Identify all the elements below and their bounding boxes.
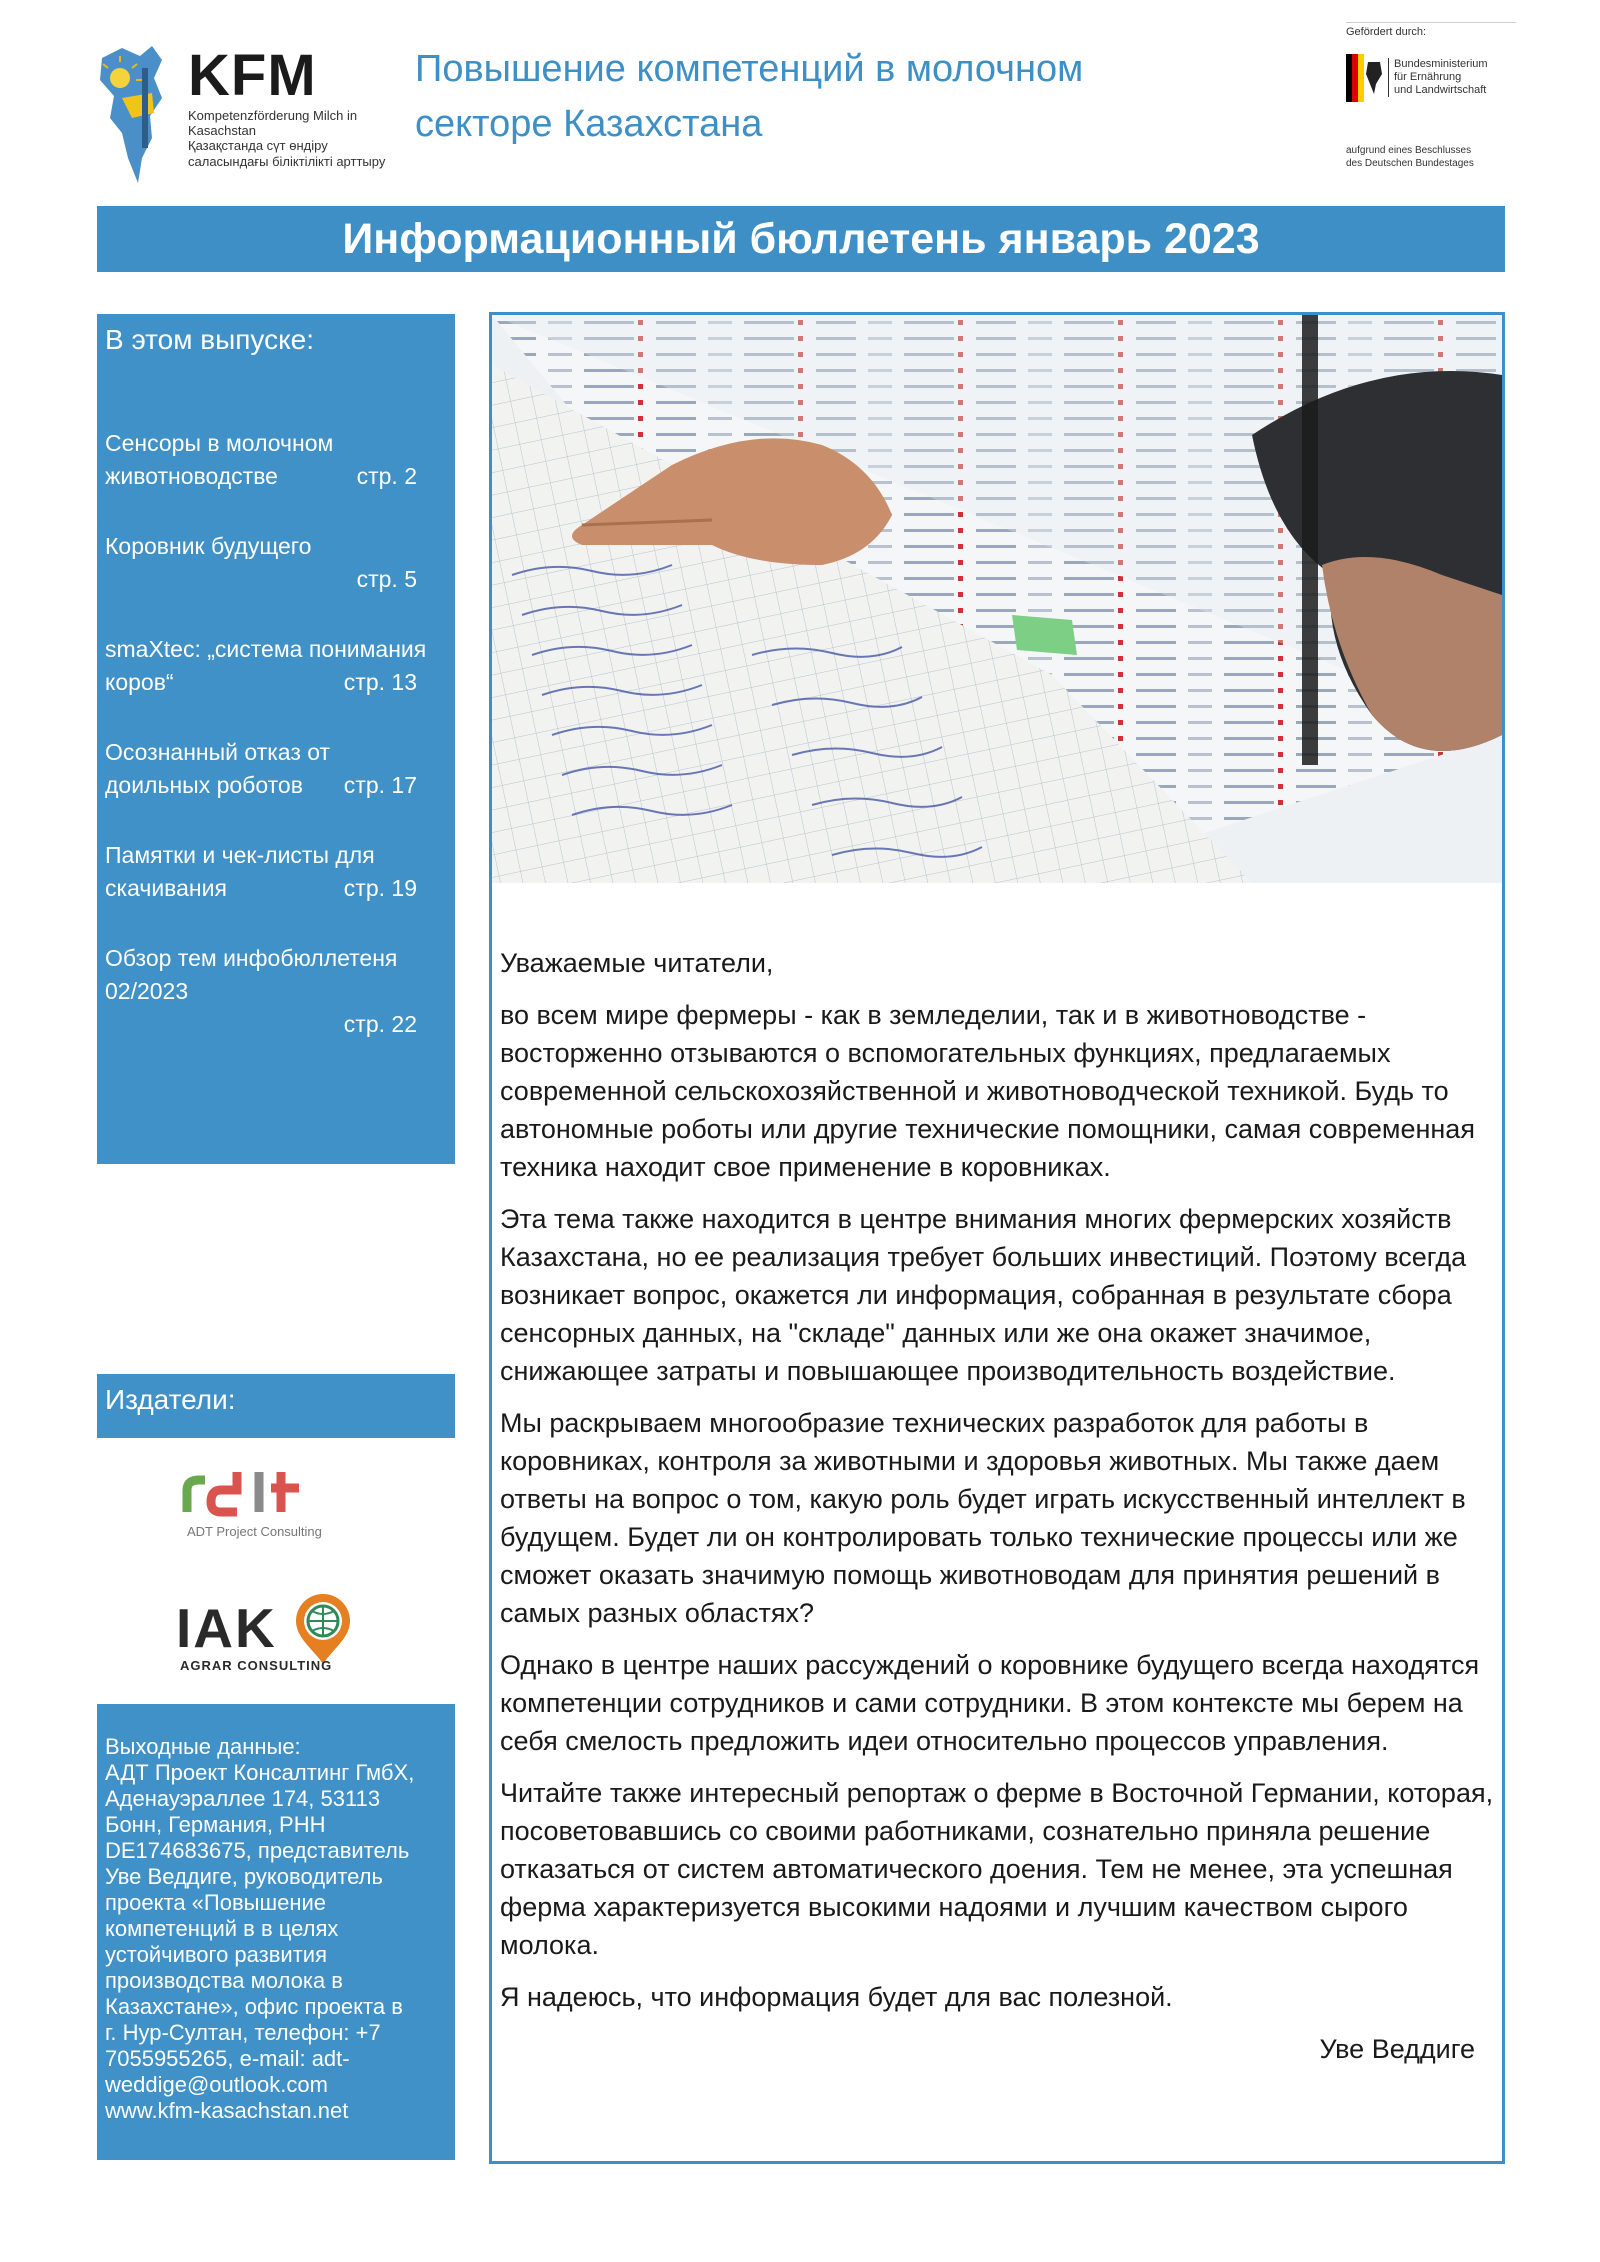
- toc-item-label: smaXtec: „система понимания: [105, 636, 427, 662]
- photo-farm-records: [492, 315, 1502, 883]
- toc-item-barn-of-future[interactable]: [105, 530, 445, 596]
- logo-subtitle-kz-line2: саласындағы біліктілікті арттыру: [188, 154, 386, 169]
- publishers-title: Издатели:: [105, 1384, 236, 1415]
- toc-item-page: стр. 2: [356, 463, 417, 489]
- funded-by-label: Gefördert durch:: [1346, 26, 1427, 38]
- toc-item-overview[interactable]: [105, 942, 445, 1041]
- page-title: [415, 42, 1195, 152]
- adt-logo-mark: [175, 1462, 325, 1522]
- divider: [1346, 22, 1516, 23]
- toc-item-page: стр. 5: [356, 566, 417, 592]
- iak-label: AGRAR CONSULTING: [180, 1658, 333, 1673]
- bundestag-note-line-1: aufgrund eines Beschlusses: [1346, 145, 1472, 156]
- letter-signature: Уве Веддиге: [1319, 2034, 1475, 2064]
- toc-item-milking-robots[interactable]: [105, 736, 445, 802]
- ministry-line-2: für Ernährung: [1394, 71, 1462, 83]
- toc-item-sensors[interactable]: [105, 427, 445, 493]
- toc-item-label: животноводстве: [105, 463, 278, 489]
- iak-logo: [170, 1592, 370, 1672]
- toc-item-page: стр. 22: [343, 1011, 417, 1037]
- adt-logo: [175, 1462, 375, 1542]
- federal-eagle-icon: [1346, 54, 1384, 102]
- ministry-line-1: Bundesministerium: [1394, 58, 1488, 70]
- title-line-1: Повышение компетенций в молочном: [415, 48, 1084, 90]
- bundestag-note-line-2: des Deutschen Bundestages: [1346, 158, 1474, 169]
- toc-item-page: стр. 19: [343, 875, 417, 901]
- table-of-contents: [97, 314, 455, 1164]
- toc-item-label: коров“: [105, 669, 174, 695]
- letter-paragraph: Эта тема также находится в центре внимания многих фермерских хозяйств Казахстана, но ее реализация требует больших инвестиций. Поэтому всегда возникает вопрос, окажется ли информация, собранная в результате сбора сенсорных данных, на "складе" данных или же она окажет значимое, снижающее затраты и повышающее производительность воздействие.: [500, 1204, 1467, 1386]
- letter-greeting: Уважаемые читатели,: [500, 948, 774, 978]
- toc-item-checklists[interactable]: [105, 839, 445, 905]
- bundestag-note: [1346, 144, 1474, 170]
- toc-item-page: стр. 17: [343, 772, 417, 798]
- toc-item-label: скачивания: [105, 875, 227, 901]
- toc-item-label: Обзор тем инфобюллетеня: [105, 945, 398, 971]
- letter-paragraph: Я надеюсь, что информация будет для вас полезной.: [500, 1982, 1173, 2012]
- imprint-box: [97, 1704, 455, 2160]
- toc-item-label: 02/2023: [105, 978, 189, 1004]
- toc-item-label: Сенсоры в молочном: [105, 430, 334, 456]
- kazakhstan-map-icon: [92, 38, 187, 188]
- letter-paragraph: Читайте также интересный репортаж о ферме в Восточной Германии, которая, посоветовавшись со своими работниками, сознательно приняла решение отказаться от систем автоматического доения. Тем не менее, эта успешная ферма характеризуется высокими надоями и лучшим качеством сырого молока.: [500, 1778, 1494, 1960]
- ministry-name: [1388, 58, 1488, 97]
- publishers-header: [97, 1374, 455, 1438]
- letter-paragraph: Мы раскрываем многообразие технических разработок для работы в коровниках, контроля за животными и здоровья животных. Мы также даем ответы на вопрос о том, какую роль будет играть искусственный интеллект в будущем. Будет ли он контролировать только технические процессы или же сможет оказать значимую помощь животноводам для принятия решений в самых разных областях?: [500, 1408, 1466, 1628]
- editorial-letter: [500, 944, 1495, 2068]
- imprint-text: Выходные данные: АДТ Проект Консалтинг ГмбХ, Аденауэраллее 174, 53113 Бонн, Германия, РНН DE174683675, представитель Уве Веддиге, руководитель проекта «Повышение компетенций в в целях устойчивого развития производства молока в Казахстане», офис проекта в г. Нур-Султан, телефон: +7 7055955265, e-mail: adt- weddige@outlook.com www.kfm-kasachstan.net: [105, 1734, 415, 2123]
- letter-paragraph: Однако в центре наших рассуждений о коровнике будущего всегда находятся компетенции сотрудников и сами сотрудники. В этом контексте мы берем на себя смелость предложить идеи относительно процессов управления.: [500, 1650, 1480, 1756]
- adt-label: ADT Project Consulting: [187, 1524, 322, 1539]
- globe-pin-icon: [292, 1592, 354, 1666]
- toc-title: В этом выпуске:: [105, 324, 315, 355]
- title-line-2: секторе Казахстана: [415, 103, 763, 145]
- toc-item-label: Коровник будущего: [105, 533, 312, 559]
- logo-subtitle: Kompetenzförderung Milch in Kasachstan: [188, 108, 358, 138]
- toc-item-label: Осознанный отказ от: [105, 739, 331, 765]
- logo-wordmark: KFM: [188, 43, 317, 108]
- cover-photo: [492, 315, 1502, 883]
- toc-item-smaxtec[interactable]: [105, 633, 445, 699]
- iak-wordmark: IAK: [176, 1597, 277, 1659]
- toc-item-page: стр. 13: [343, 669, 417, 695]
- toc-item-label: доильных роботов: [105, 772, 303, 798]
- logo-subtitle-kz-line1: Қазақстанда сүт өндіру: [188, 138, 328, 153]
- ministry-line-3: und Landwirtschaft: [1394, 84, 1487, 96]
- toc-item-label: Памятки и чек-листы для: [105, 842, 375, 868]
- letter-paragraph: во всем мире фермеры - как в земледелии, так и в животноводстве - восторженно отзываются о вспомогательных функциях, предлагаемых современной сельскохозяйственной и животноводческой техникой. Будь то автономные роботы или другие технические помощники, самая современная техника находит свое применение в коровниках.: [500, 1000, 1475, 1182]
- newsletter-banner: Информационный бюллетень январь 2023: [97, 206, 1505, 272]
- kfm-logo: [92, 38, 386, 188]
